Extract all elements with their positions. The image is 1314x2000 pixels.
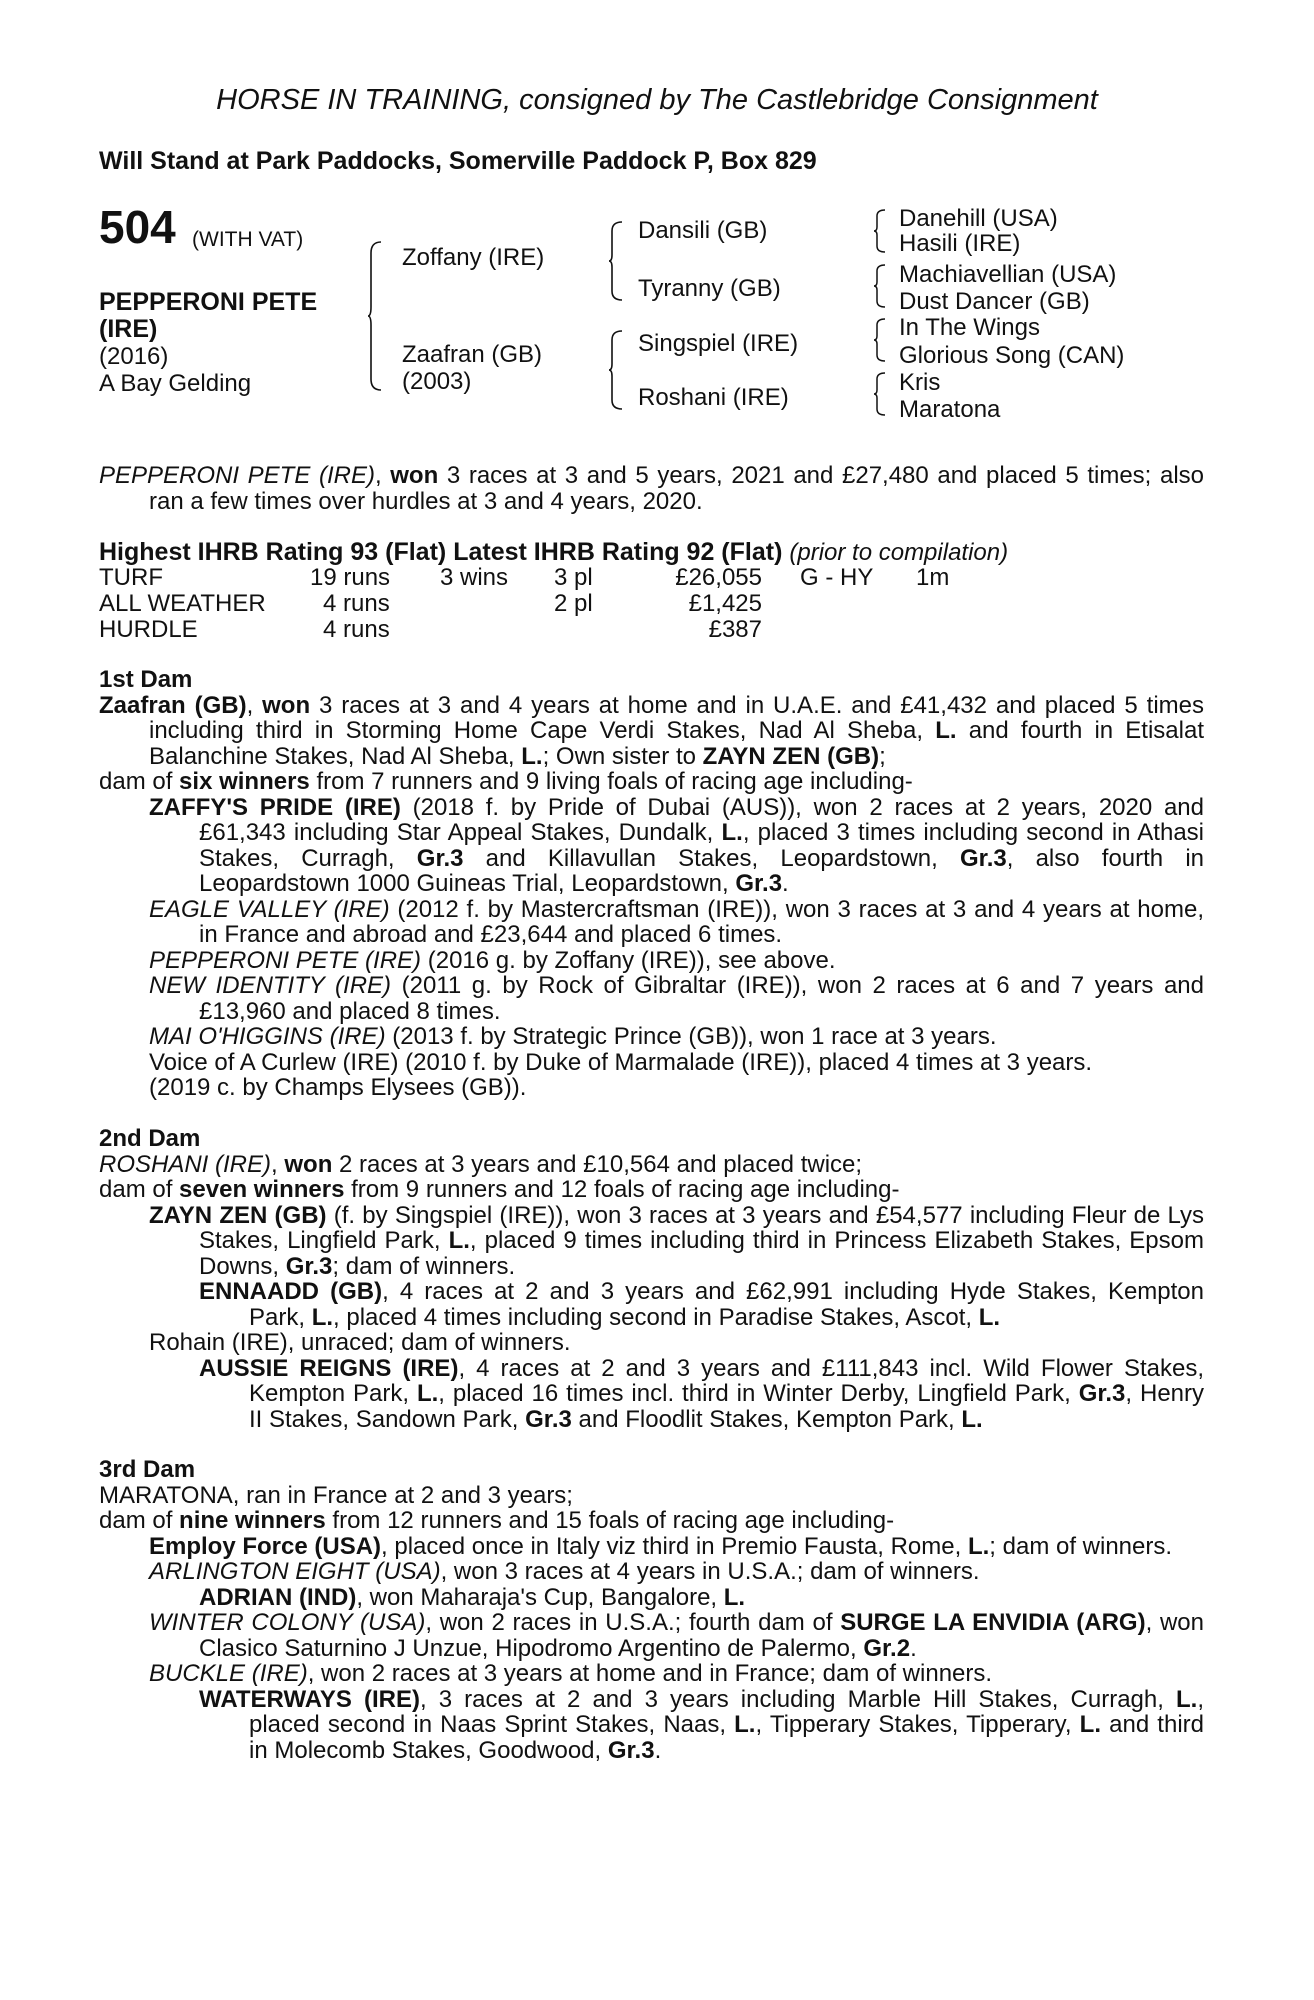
- summary-text-1: 3 races at 3 and 5 years, 2021 and £27,480 and placed 5 times;: [438, 462, 1152, 489]
- page-title: HORSE IN TRAINING, consigned by The Castlebridge Consignment: [216, 84, 1098, 116]
- listed-label: L.: [967, 1532, 990, 1560]
- text: ; Own sister to: [542, 742, 703, 770]
- progeny-name: MAI O'HIGGINS (IRE): [149, 1023, 386, 1050]
- progeny-2: [99, 897, 1204, 948]
- text: , won Maharaja's Cup, Bangalore,: [356, 1583, 724, 1611]
- listed-label: L.: [1079, 1711, 1101, 1738]
- pedigree-dam-sire: Singspiel (IRE): [638, 330, 799, 357]
- group-label: Gr.3: [1078, 1380, 1126, 1407]
- progeny-name: WINTER COLONY (USA): [149, 1609, 426, 1636]
- highest-rating: Highest IHRB Rating 93 (Flat): [99, 538, 447, 566]
- text: , won 2 races at 3 years at home and in France; dam of winners.: [307, 1660, 993, 1687]
- progeny-name: ZAYN ZEN (GB): [149, 1201, 327, 1229]
- text: ; dam of winners.: [989, 1532, 1173, 1560]
- pedigree-sire: Zoffany (IRE): [402, 244, 545, 271]
- text: ; dam of winners.: [332, 1252, 516, 1280]
- progeny-4: [99, 973, 1204, 1024]
- pedigree-gen3-5: In The Wings: [899, 314, 1040, 341]
- text: dam of: [99, 1507, 180, 1534]
- row-surface: HURDLE: [99, 616, 198, 643]
- listed-label: L.: [721, 819, 743, 846]
- pedigree-sire-sire: Dansili (GB): [638, 217, 768, 244]
- row-placed: 3 pl: [554, 564, 593, 591]
- horse-description: A Bay Gelding: [99, 370, 252, 397]
- text: , placed 16 times incl. third in Winter Derby, Lingfield Park,: [438, 1380, 1079, 1407]
- section-heading: 2nd Dam: [99, 1125, 201, 1152]
- text: and Floodlit Stakes, Kempton Park,: [571, 1405, 962, 1433]
- summary-horse-name: PEPPERONI PETE (IRE): [99, 462, 375, 489]
- sibling-name: ZAYN ZEN (GB): [702, 742, 880, 770]
- text: , placed 9 times including third in Princess Elizabeth Stakes, Epsom Downs,: [199, 1227, 1204, 1280]
- group-label: Gr.3: [607, 1736, 655, 1764]
- text: ;: [879, 742, 886, 770]
- horse-name: PEPPERONI PETE (IRE): [99, 288, 318, 343]
- progeny-name: Employ Force (USA): [149, 1532, 382, 1560]
- text: dam of: [99, 768, 180, 795]
- third-dam-line: MARATONA, ran in France at 2 and 3 years;: [99, 1481, 573, 1509]
- pedigree-gen3-6: Glorious Song (CAN): [899, 342, 1125, 369]
- text: , won 3 races at 4 years in U.S.A.; dam of winners.: [440, 1558, 980, 1585]
- progeny-1-offspring: [99, 1279, 1204, 1330]
- text: .: [654, 1736, 662, 1764]
- progeny-name: ADRIAN (IND): [199, 1583, 357, 1611]
- progeny-5: [99, 1024, 1204, 1050]
- listed-label: L.: [935, 717, 957, 744]
- group-label: Gr.3: [735, 870, 783, 897]
- text: , won 2 races in U.S.A.; fourth dam of: [425, 1609, 841, 1636]
- text: , placed 3 times including second in Athasi Stakes, Curragh,: [199, 819, 1205, 872]
- text: , 4 races at 2 and 3 years and £111,843 incl. Wild Flower Stakes, Kempton Park,: [249, 1354, 1204, 1407]
- vat-note: (WITH VAT): [192, 228, 304, 251]
- text: (2013 f. by Strategic Prince (GB)), won 1 race at 3 years.: [385, 1023, 997, 1050]
- won-label: won: [284, 1150, 333, 1178]
- listed-label: L.: [416, 1380, 439, 1407]
- pedigree-sire-dam: Tyranny (GB): [638, 275, 781, 302]
- progeny-name: BUCKLE (IRE): [149, 1660, 308, 1687]
- listed-label: L.: [311, 1303, 334, 1331]
- listed-label: L.: [521, 742, 543, 770]
- row-distance: 1m: [916, 564, 950, 591]
- ratings-heading: [99, 538, 1008, 567]
- race-summary: PEPPERONI PETE (IRE), won 3 races at 3 and 5 years, 2021 and £27,480 and placed 5 times; also ran a few times over hurdles at 3 and 4 years, 2020.: [99, 462, 1204, 515]
- summary-won: won: [390, 462, 439, 489]
- section-heading: 1st Dam: [99, 666, 193, 693]
- winners-count: six winners: [179, 768, 310, 795]
- text: , won Clasico Saturnino J Unzue, Hipodromo Argentino de Palermo,: [199, 1609, 1204, 1662]
- row-amount: £1,425: [688, 590, 762, 617]
- horse-year: (2016): [99, 343, 169, 370]
- row-runs: 19 runs: [310, 564, 391, 591]
- text: , Henry II Stakes, Sandown Park,: [249, 1380, 1205, 1433]
- text: dam of: [99, 1176, 180, 1203]
- pedigree-brace-main: [368, 241, 382, 391]
- progeny-4: [99, 1661, 1204, 1687]
- progeny-name: PEPPERONI PETE (IRE): [149, 946, 422, 974]
- dam-name: Zaafran (GB): [99, 691, 247, 719]
- pedigree-gen3-8: Maratona: [899, 396, 1001, 423]
- pedigree-brace-dam: [609, 330, 623, 410]
- progeny-2-offspring: [99, 1585, 1204, 1611]
- listed-label: L.: [978, 1303, 1001, 1331]
- pedigree-brace-g3-1: [874, 209, 886, 253]
- row-amount: £26,055: [675, 564, 762, 591]
- pedigree-brace-sire: [609, 221, 623, 301]
- pedigree-gen3-7: Kris: [899, 369, 941, 396]
- pedigree-gen3-4: Dust Dancer (GB): [899, 288, 1090, 315]
- won-label: won: [262, 691, 311, 719]
- lot-number: 504: [99, 201, 176, 253]
- group-label: Gr.2: [863, 1634, 911, 1662]
- listed-label: L.: [448, 1227, 470, 1254]
- progeny-6: Voice of A Curlew (IRE) (2010 f. by Duke of Marmalade (IRE)), placed 4 times at 3 years.: [149, 1048, 1093, 1076]
- progeny-2: Rohain (IRE), unraced; dam of winners.: [149, 1329, 571, 1356]
- progeny-name: WATERWAYS (IRE): [199, 1685, 420, 1713]
- winners-count: nine winners: [179, 1507, 326, 1534]
- text: , also fourth in Leopardstown 1000 Guineas Trial, Leopardstown,: [199, 844, 1205, 897]
- text: from 9 runners and 12 foals of racing age including-: [344, 1176, 900, 1203]
- progeny-name: ARLINGTON EIGHT (USA): [149, 1558, 441, 1585]
- row-placed: 2 pl: [554, 590, 593, 617]
- progeny-2-offspring: [99, 1356, 1204, 1433]
- text: , placed second in Naas Sprint Stakes, Naas,: [249, 1685, 1205, 1738]
- progeny-4-offspring: [99, 1687, 1204, 1764]
- text: , 4 races at 2 and 3 years and £62,991 including Hyde Stakes, Kempton Park,: [249, 1278, 1205, 1331]
- text: (f. by Singspiel (IRE)), won 3 races at 3 years and £54,577 including Fleur de Lys Stakes, Lingfield Park,: [199, 1201, 1205, 1254]
- progeny-7: (2019 c. by Champs Elysees (GB)).: [149, 1074, 527, 1101]
- section-heading: 3rd Dam: [99, 1456, 196, 1483]
- progeny-name: NEW IDENTITY (IRE): [149, 972, 392, 999]
- progeny-1: [99, 1534, 1204, 1560]
- row-surface: ALL WEATHER: [99, 590, 266, 617]
- dam-name: ROSHANI (IRE): [99, 1150, 272, 1178]
- text: .: [910, 1634, 917, 1662]
- listed-label: L.: [734, 1711, 756, 1738]
- row-amount: £387: [708, 616, 762, 643]
- first-dam-section: 1st Dam Zaafran (GB), won 3 races at 3 and 4 years at home and in U.A.E. and £41,432 and placed 5 times including third in Storming Home Cape Verdi Stakes, Nad Al Sheba, L. and fourth in Etisalat Balanchine Stakes, Nad Al Sheba, L.; Own sister to ZAYN ZEN (GB); dam of six winners from 7 runners and 9 living foals of racing age including- ZAFFY'S PRIDE (IRE) (2018 f. by Pride of Dubai (AUS)), won 2 races at 2 years, 2020 and £61,343 including Star Appeal Stakes, Dundalk, L., placed 3 times including second in Athasi Stakes, Curragh, Gr.3 and Killavullan Stakes, Leopardstown, Gr.3, also fourth in Leopardstown 1000 Guineas Trial, Leopardstown, Gr.3. EAGLE VALLEY (IRE) (2012 f. by Mastercraftsman (IRE)), won 3 races at 3 and 4 years at home, in France and abroad and £23,644 and placed 6 times. PEPPERONI PETE (IRE) (2016 g. by Zoffany (IRE)), see above. NEW IDENTITY (IRE) (2011 g. by Rock of Gibraltar (IRE)), won 2 races at 6 and 7 years and £13,960 and placed 8 times. MAI O'HIGGINS (IRE) (2013 f. by Strategic Prince (GB)), won 1 race at 3 years. Voice of A Curlew (IRE) (2010 f. by Duke of Marmalade (IRE)), placed 4 times at 3 years. (2019 c. by Champs Elysees (GB)).: [99, 666, 1205, 1101]
- rating-note: (prior to compilation): [789, 539, 1009, 566]
- text: .: [782, 870, 789, 897]
- pedigree-gen3-2: Hasili (IRE): [899, 230, 1021, 257]
- progeny-name: AUSSIE REIGNS (IRE): [199, 1354, 459, 1382]
- descendant-name: SURGE LA ENVIDIA (ARG): [840, 1609, 1146, 1636]
- progeny-3: [99, 948, 1204, 974]
- row-runs: 4 runs: [323, 616, 390, 643]
- progeny-1: [99, 795, 1204, 897]
- text: 3 races at 3 and 4 years at home and in U.A.E. and £41,432 and placed 5 times including third in Storming Home Cape Verdi Stakes, Nad Al Sheba,: [149, 691, 1204, 744]
- second-dam-section: 2nd Dam ROSHANI (IRE), won 2 races at 3 years and £10,564 and placed twice; dam of seven winners from 9 runners and 12 foals of racing age including- ZAYN ZEN (GB) (f. by Singspiel (IRE)), won 3 races at 3 years and £54,577 including Fleur de Lys Stakes, Lingfield Park, L., placed 9 times including third in Princess Elizabeth Stakes, Epsom Downs, Gr.3; dam of winners. ENNAADD (GB), 4 races at 2 and 3 years and £62,991 including Hyde Stakes, Kempton Park, L., placed 4 times including second in Paradise Stakes, Ascot, L. Rohain (IRE), unraced; dam of winners. AUSSIE REIGNS (IRE), 4 races at 2 and 3 years and £111,843 incl. Wild Flower Stakes, Kempton Park, L., placed 16 times incl. third in Winter Derby, Lingfield Park, Gr.3, Henry II Stakes, Sandown Park, Gr.3 and Floodlit Stakes, Kempton Park, L.: [99, 1125, 1205, 1433]
- text: from 12 runners and 15 foals of racing age including-: [325, 1507, 895, 1534]
- group-label: Gr.3: [416, 844, 464, 872]
- summary-text-2: also ran a few times over hurdles at 3 and 4 years, 2020.: [149, 462, 1204, 515]
- group-label: Gr.3: [285, 1252, 333, 1280]
- winners-count: seven winners: [179, 1176, 345, 1203]
- text: and fourth in Etisalat Balanchine Stakes, Nad Al Sheba,: [149, 717, 1205, 770]
- stand-location: Will Stand at Park Paddocks, Somerville Paddock P, Box 829: [99, 147, 817, 175]
- group-label: Gr.3: [960, 844, 1007, 872]
- text: , Tipperary Stakes, Tipperary,: [755, 1711, 1080, 1738]
- text: , 3 races at 2 and 3 years including Marble Hill Stakes, Curragh,: [420, 1685, 1177, 1713]
- text: (2011 g. by Rock of Gibraltar (IRE)), won 2 races at 6 and 7 years and £13,960 and placed 8 times.: [199, 972, 1204, 1025]
- pedigree-dam: Zaafran (GB): [402, 341, 543, 368]
- row-surface: TURF: [99, 564, 163, 591]
- text: and third in Molecomb Stakes, Goodwood,: [249, 1711, 1204, 1764]
- text: 2 races at 3 years and £10,564 and placed twice;: [332, 1150, 863, 1178]
- progeny-2: [99, 1559, 1204, 1585]
- text: (2016 g. by Zoffany (IRE)), see above.: [421, 946, 836, 974]
- pedigree-gen3-1: Danehill (USA): [899, 205, 1058, 232]
- row-wins: 3 wins: [440, 564, 509, 591]
- third-dam-section: [99, 1457, 1204, 1763]
- text: , placed 4 times including second in Paradise Stakes, Ascot,: [333, 1303, 979, 1331]
- pedigree-gen3-3: Machiavellian (USA): [899, 261, 1117, 288]
- pedigree-dam-dam: Roshani (IRE): [638, 384, 789, 411]
- progeny-1: [99, 1203, 1204, 1280]
- progeny-3: [99, 1610, 1204, 1661]
- pedigree-brace-g3-2: [874, 264, 886, 308]
- pedigree-dam-year: (2003): [402, 368, 472, 395]
- progeny-name: ZAFFY'S PRIDE (IRE): [149, 793, 401, 821]
- listed-label: L.: [1176, 1685, 1198, 1713]
- listed-label: L.: [961, 1405, 983, 1433]
- progeny-name: ENNAADD (GB): [199, 1278, 383, 1305]
- row-going: G - HY: [800, 564, 874, 591]
- listed-label: L.: [723, 1583, 746, 1611]
- text: , placed once in Italy viz third in Premio Fausta, Rome,: [381, 1532, 968, 1560]
- latest-rating: Latest IHRB Rating 92 (Flat): [453, 538, 783, 566]
- pedigree-brace-g3-3: [874, 318, 886, 362]
- row-runs: 4 runs: [323, 590, 390, 617]
- group-label: Gr.3: [525, 1405, 572, 1433]
- text: from 7 runners and 9 living foals of racing age including-: [309, 768, 913, 795]
- text: (2018 f. by Pride of Dubai (AUS)), won 2 races at 2 years, 2020 and £61,343 including Star Appeal Stakes, Dundalk,: [199, 793, 1204, 846]
- pedigree-brace-g3-4: [874, 372, 886, 416]
- text: and Killavullan Stakes, Leopardstown,: [463, 844, 961, 872]
- text: (2012 f. by Mastercraftsman (IRE)), won 3 races at 3 and 4 years at home, in France and abroad and £23,644 and placed 6 times.: [199, 895, 1205, 948]
- progeny-name: EAGLE VALLEY (IRE): [149, 895, 390, 923]
